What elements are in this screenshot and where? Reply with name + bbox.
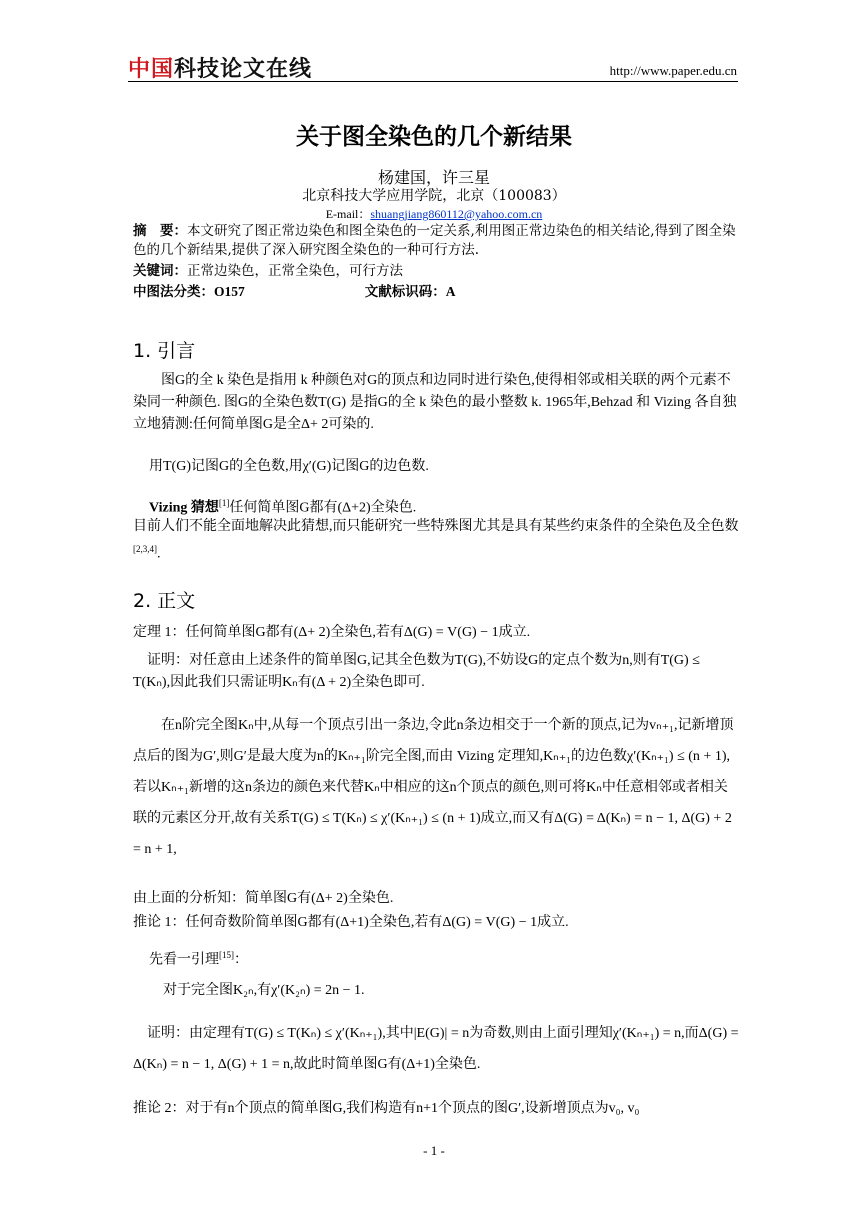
lemma: 对于完全图K₂ₙ,有χ′(K₂ₙ) = 2n − 1.: [163, 983, 365, 998]
proof-1-part-a: 证明：对任意由上述条件的简单图G,记其全色数为T(G),不妨设G的定点个数为n,则有T(G) ≤ T(Kₙ),因此我们只需证明Kₙ有(Δ + 2)全染色即可.: [133, 653, 700, 690]
proof-1-part-b: 在n阶完全图Kₙ中,从每一个顶点引出一条边,令此n条边相交于一个新的顶点,记为vₙ₊₁,记新增顶点后的图为G′,则G′是最大度为n的Kₙ₊₁阶完全图,而由 Vizing 定理知,Kₙ₊₁的边色数χ′(Kₙ₊₁) ≤ (n + 1),若以Kₙ₊₁新增的这n条边的颜色来代替Kₙ中相应的这n个顶点的颜色,则可将Kₙ中任意相邻或者相关联的元素区分开,故有关系T(G) ≤ T(Kₙ) ≤ χ′(Kₙ₊₁) ≤ (n + 1)成立,而又有Δ(G) = Δ(Kₙ) = n − 1, Δ(G) + 2 = n + 1,: [133, 718, 734, 857]
proof-1-part-c: 由上面的分析知：简单图G有(Δ+ 2)全染色.: [133, 891, 394, 906]
classification: 中图法分类：O157 文献标识码：A: [133, 284, 456, 300]
site-logo: 中国科技论文在线: [128, 57, 313, 82]
section-1-heading: 1. 引言: [133, 340, 196, 362]
s1-paragraph-3: 目前人们不能全面地解决此猜想,而只能研究一些特殊图尤其是具有某些约束条件的全染色及全色数[2,3,4].: [133, 519, 739, 562]
theorem-1: 定理 1：任何简单图G都有(Δ+ 2)全染色,若有Δ(G) = V(G) − 1成立.: [133, 625, 531, 640]
keywords: 关键词：正常边染色，正常全染色，可行方法: [133, 263, 403, 279]
paper-title: 关于图全染色的几个新结果: [296, 124, 572, 150]
authors: 杨建国，许三星: [377, 168, 490, 187]
affiliation: 北京科技大学应用学院，北京（100083）: [302, 188, 566, 204]
corollary-1: 推论 1：任何奇数阶简单图G都有(Δ+1)全染色,若有Δ(G) = V(G) − 1成立.: [133, 915, 569, 930]
proof-2: 证明：由定理有T(G) ≤ T(Kₙ) ≤ χ′(Kₙ₊₁),其中|E(G)| = n为奇数,则由上面引理知χ′(Kₙ₊₁) = n,而Δ(G) = Δ(Kₙ) = n − 1, Δ(G) + 1 = n,故此时简单图G有(Δ+1)全染色.: [133, 1026, 739, 1072]
vizing-conjecture: Vizing 猜想[1]任何简单图G都有(Δ+2)全染色.: [149, 498, 417, 516]
email-link[interactable]: shuangjiang860112@yahoo.com.cn: [370, 207, 543, 221]
page-number: - 1 -: [423, 1143, 445, 1158]
abstract: 摘 要：本文研究了图正常边染色和图全染色的一定关系,利用图正常边染色的相关结论,得到了图全染色的几个新结果,提供了深入研究图全染色的一种可行方法.: [133, 223, 736, 258]
s1-paragraph-1: 图G的全 k 染色是指用 k 种颜色对G的顶点和边同时进行染色,使得相邻或相关联的两个元素不染同一种颜色. 图G的全染色数T(G) 是指G的全 k 染色的最小整数 k. 1965年,Behzad 和 Vizing 各自独立地猜测:任何简单图G是全Δ+ 2可染的.: [133, 373, 737, 432]
section-2-heading: 2. 正文: [133, 590, 196, 612]
s1-paragraph-2: 用T(G)记图G的全色数,用χ′(G)记图G的边色数.: [149, 459, 429, 474]
lemma-intro: 先看一引理[15]：: [149, 950, 248, 968]
corollary-2: 推论 2：对于有n个顶点的简单图G,我们构造有n+1个顶点的图G′,设新增顶点为v₀, v₀: [133, 1101, 640, 1116]
email-line: E-mail：shuangjiang860112@yahoo.com.cn: [325, 207, 543, 221]
header-url[interactable]: http://www.paper.edu.cn: [609, 63, 737, 78]
header-rule: [128, 81, 738, 82]
